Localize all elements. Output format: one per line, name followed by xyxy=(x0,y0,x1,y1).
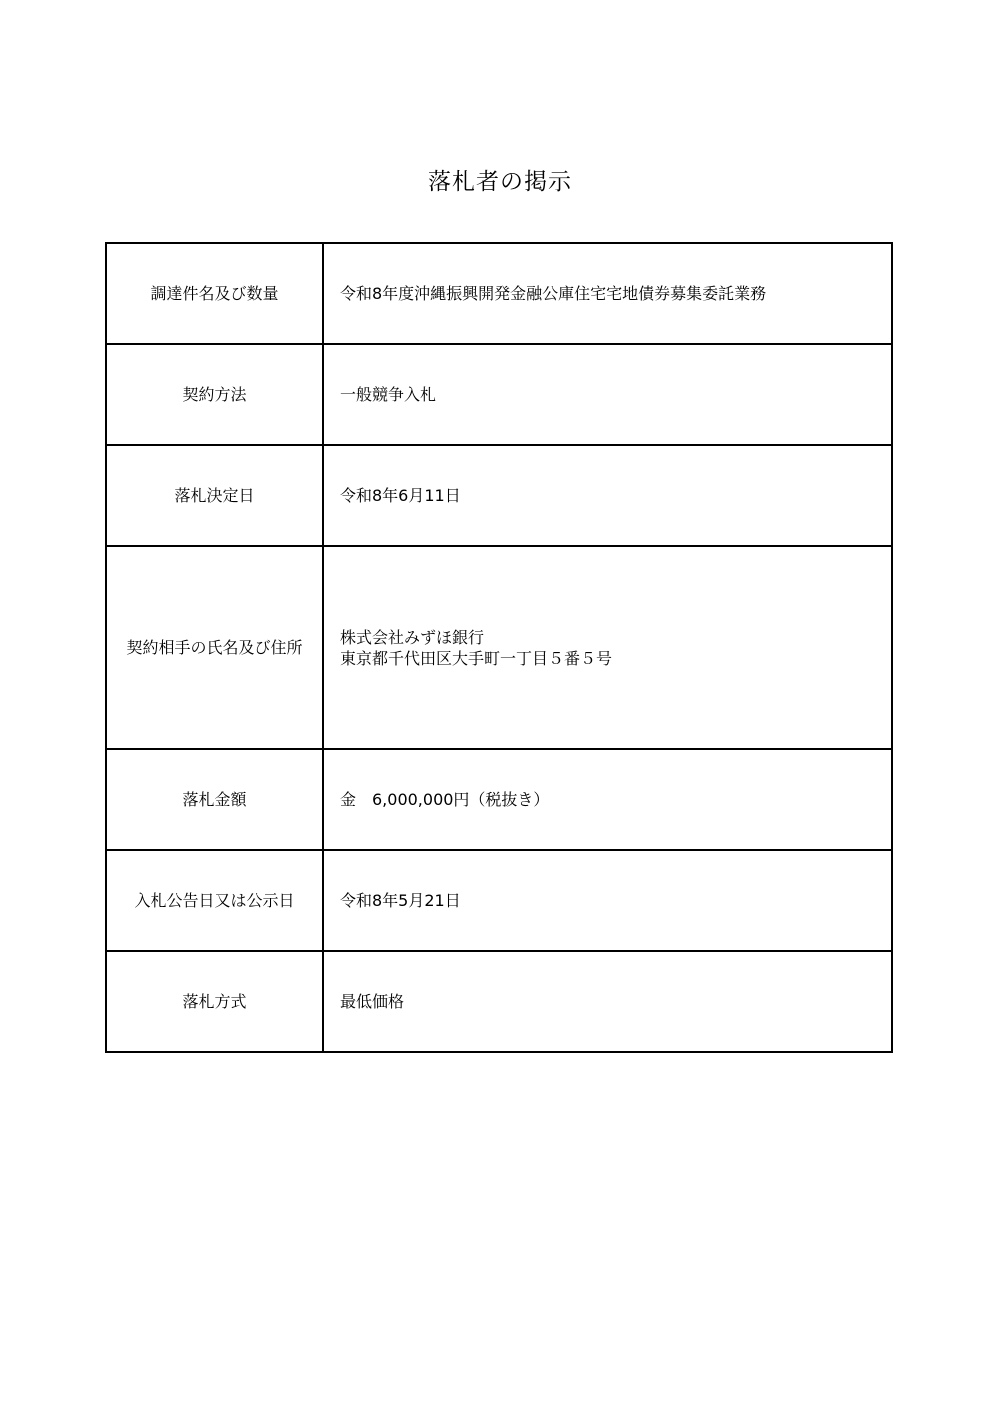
table-row-procurement-item xyxy=(106,243,892,344)
contractor-value xyxy=(323,546,892,749)
page-title: 落札者の掲示 xyxy=(428,169,572,195)
contract-method-label: 契約方法 xyxy=(106,344,323,445)
award-date-value: 令和8年6月11日 xyxy=(323,445,892,546)
table-row-announcement-date xyxy=(106,850,892,951)
award-notice-table xyxy=(105,242,893,1053)
procurement-item-label: 調達件名及び数量 xyxy=(106,243,323,344)
announcement-date-value: 令和8年5月21日 xyxy=(323,850,892,951)
table-row-award-method xyxy=(106,951,892,1052)
announcement-date-label: 入札公告日又は公示日 xyxy=(106,850,323,951)
table-row-contract-method xyxy=(106,344,892,445)
award-method-value: 最低価格 xyxy=(323,951,892,1052)
award-amount-label: 落札金額 xyxy=(106,749,323,850)
contract-method-value: 一般競争入札 xyxy=(323,344,892,445)
table-row-contractor xyxy=(106,546,892,749)
award-method-label: 落札方式 xyxy=(106,951,323,1052)
contractor-address: 東京都千代田区大手町一丁目５番５号 xyxy=(340,648,613,668)
procurement-item-value: 令和8年度沖縄振興開発金融公庫住宅宅地債券募集委託業務 xyxy=(323,243,892,344)
contractor-name: 株式会社みずほ銀行 xyxy=(340,627,485,647)
table-row-award-date xyxy=(106,445,892,546)
contractor-label: 契約相手の氏名及び住所 xyxy=(106,546,323,749)
award-date-label: 落札決定日 xyxy=(106,445,323,546)
table-row-award-amount xyxy=(106,749,892,850)
award-amount-value: 金 6,000,000円（税抜き） xyxy=(323,749,892,850)
